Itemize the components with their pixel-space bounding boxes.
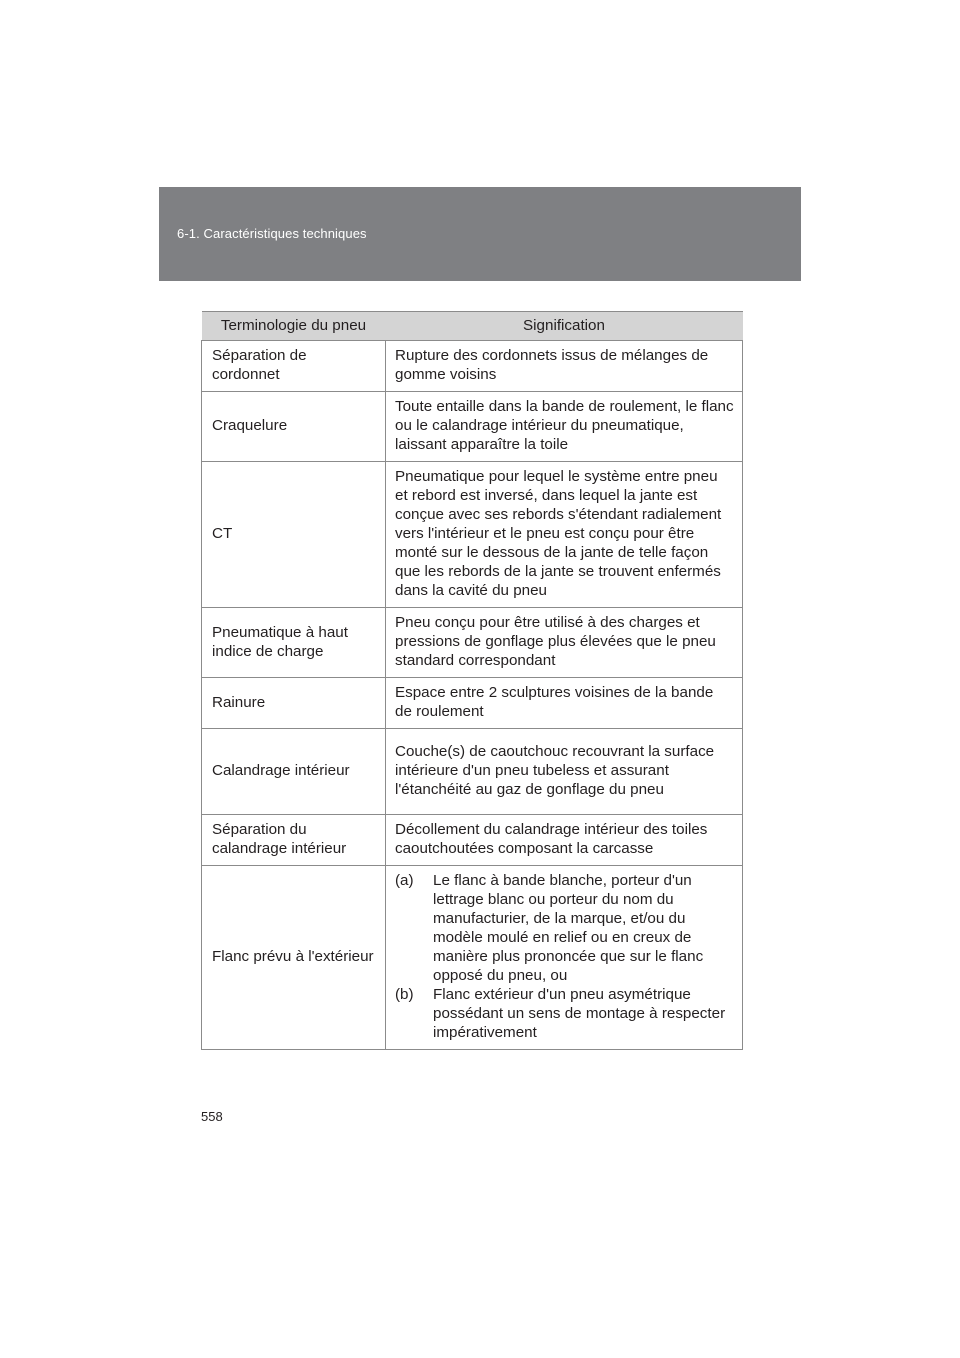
list-marker: (b) [395, 986, 414, 1003]
list-item [395, 871, 734, 985]
meaning-cell: Pneu conçu pour être utilisé à des charges et pressions de gonflage plus élevées que le pneu standard correspondant [386, 608, 743, 678]
list-marker: (a) [395, 872, 414, 889]
meaning-cell: Toute entaille dans la bande de roulement, le flanc ou le calandrage intérieur du pneumatique, laissant apparaître la toile [386, 392, 743, 462]
list-item-text: Flanc extérieur d'un pneu asymétrique possédant un sens de montage à respecter impérativement [433, 986, 726, 1041]
tire-terminology-table [201, 311, 743, 1050]
table-row [202, 815, 743, 866]
meaning-cell: Pneumatique pour lequel le système entre pneu et rebord est inversé, dans lequel la jante est conçue avec ses rebords s'étendant radialement vers l'intérieur et le pneu est conçu pour être monté sur le dessous de la jante de telle façon que les rebords de la jante se trouvent enfermés dans la cavité du pneu [386, 462, 743, 608]
table-row [202, 392, 743, 462]
table-row [202, 608, 743, 678]
term-cell: CT [202, 462, 386, 608]
meaning-cell: Couche(s) de caoutchouc recouvrant la surface intérieure d'un pneu tubeless et assurant l'étanchéité au gaz de gonflage du pneu [386, 729, 743, 815]
meaning-cell: Rupture des cordonnets issus de mélanges de gomme voisins [386, 341, 743, 392]
table-row [202, 462, 743, 608]
term-cell: Flanc prévu à l'extérieur [202, 866, 386, 1050]
term-cell: Pneumatique à haut indice de charge [202, 608, 386, 678]
column-header-term: Terminologie du pneu [202, 312, 386, 341]
term-cell: Craquelure [202, 392, 386, 462]
term-cell: Rainure [202, 678, 386, 729]
table-row [202, 678, 743, 729]
section-header-band [159, 187, 801, 281]
column-header-meaning: Signification [386, 312, 743, 341]
meaning-list [395, 871, 734, 1042]
term-cell: Séparation de cordonnet [202, 341, 386, 392]
page-number: 558 [201, 1109, 223, 1124]
table-row [202, 866, 743, 1050]
list-item [395, 985, 734, 1042]
meaning-cell: Espace entre 2 sculptures voisines de la bande de roulement [386, 678, 743, 729]
meaning-cell: Décollement du calandrage intérieur des toiles caoutchoutées composant la carcasse [386, 815, 743, 866]
list-item-text: Le flanc à bande blanche, porteur d'un lettrage blanc ou porteur du nom du manufacturier, de la marque, et/ou du modèle moulé en relief ou en creux de manière plus prononcée que sur le flanc opposé du pneu, ou [433, 872, 704, 984]
term-cell: Calandrage intérieur [202, 729, 386, 815]
section-title: 6-1. Caractéristiques techniques [177, 226, 367, 241]
term-cell: Séparation du calandrage intérieur [202, 815, 386, 866]
table-header-row [202, 312, 743, 341]
table-row [202, 341, 743, 392]
meaning-cell [386, 866, 743, 1050]
table-row [202, 729, 743, 815]
